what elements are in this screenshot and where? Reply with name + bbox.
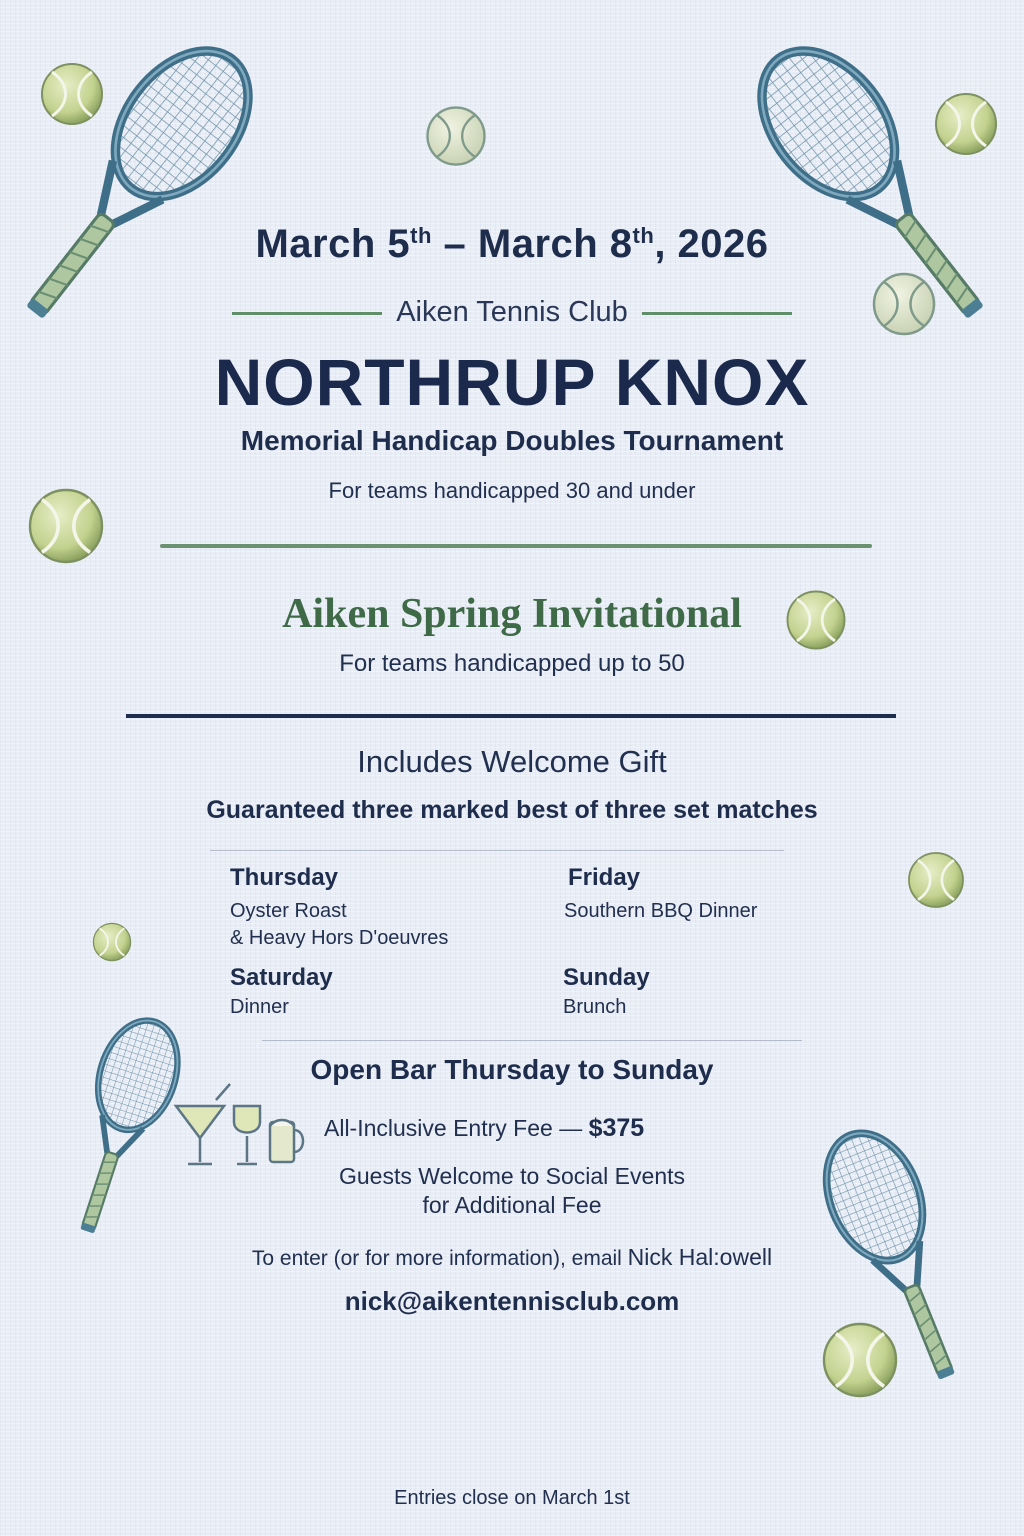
contact-email-link[interactable]: nick@aikentennisclub.com — [344, 1286, 680, 1316]
handicap-note-30: For teams handicapped 30 and under — [328, 478, 696, 503]
entries-close-note: Entries close on March 1st — [394, 1487, 630, 1509]
club-name: Aiken Tennis Club — [396, 296, 628, 328]
schedule-day: Thursday — [230, 864, 339, 891]
divider — [642, 312, 792, 315]
schedule-event: Southern BBQ Dinner — [564, 900, 758, 922]
entry-fee-label: All-Inclusive Entry Fee — — [324, 1115, 589, 1141]
schedule-saturday — [230, 964, 530, 1021]
guests-line: Guests Welcome to Social Events — [339, 1163, 685, 1189]
divider — [126, 714, 896, 718]
schedule-day: Saturday — [230, 964, 333, 991]
open-bar: Open Bar Thursday to Sunday — [310, 1054, 714, 1085]
schedule-friday — [564, 864, 864, 925]
entry-fee — [324, 1114, 744, 1143]
schedule-thursday — [230, 864, 560, 952]
divider — [262, 1040, 802, 1041]
guaranteed-matches: Guaranteed three marked best of three set matches — [206, 796, 818, 824]
guests-note — [0, 1162, 1024, 1220]
event-dates: March 5th – March 8th, 2026 — [255, 222, 769, 266]
entry-text: To enter (or for more information), email — [251, 1247, 628, 1270]
schedule-day: Friday — [568, 864, 641, 891]
club-name-row — [0, 296, 1024, 329]
entry-fee-amount: $375 — [588, 1114, 645, 1142]
schedule-event: & Heavy Hors D'oeuvres — [230, 927, 449, 949]
guests-line: for Additional Fee — [422, 1192, 602, 1218]
tournament-subtitle: Memorial Handicap Doubles Tournament — [240, 425, 784, 456]
invitational-title: Aiken Spring Invitational — [282, 591, 742, 637]
divider — [232, 312, 382, 315]
schedule-day: Sunday — [563, 964, 650, 991]
entry-instructions — [0, 1244, 1024, 1271]
tournament-title: NORTHRUP KNOX — [214, 345, 810, 419]
divider — [160, 544, 872, 548]
beer-mug-icon — [0, 0, 1, 1]
handicap-note-50: For teams handicapped up to 50 — [339, 650, 685, 677]
schedule-event: Brunch — [563, 996, 627, 1018]
divider — [210, 850, 784, 851]
welcome-gift: Includes Welcome Gift — [357, 744, 667, 779]
schedule-event: Dinner — [230, 996, 289, 1018]
contact-name: Nick Hal:owell — [627, 1244, 773, 1270]
schedule-sunday — [563, 964, 863, 1021]
schedule-event: Oyster Roast — [230, 900, 347, 922]
